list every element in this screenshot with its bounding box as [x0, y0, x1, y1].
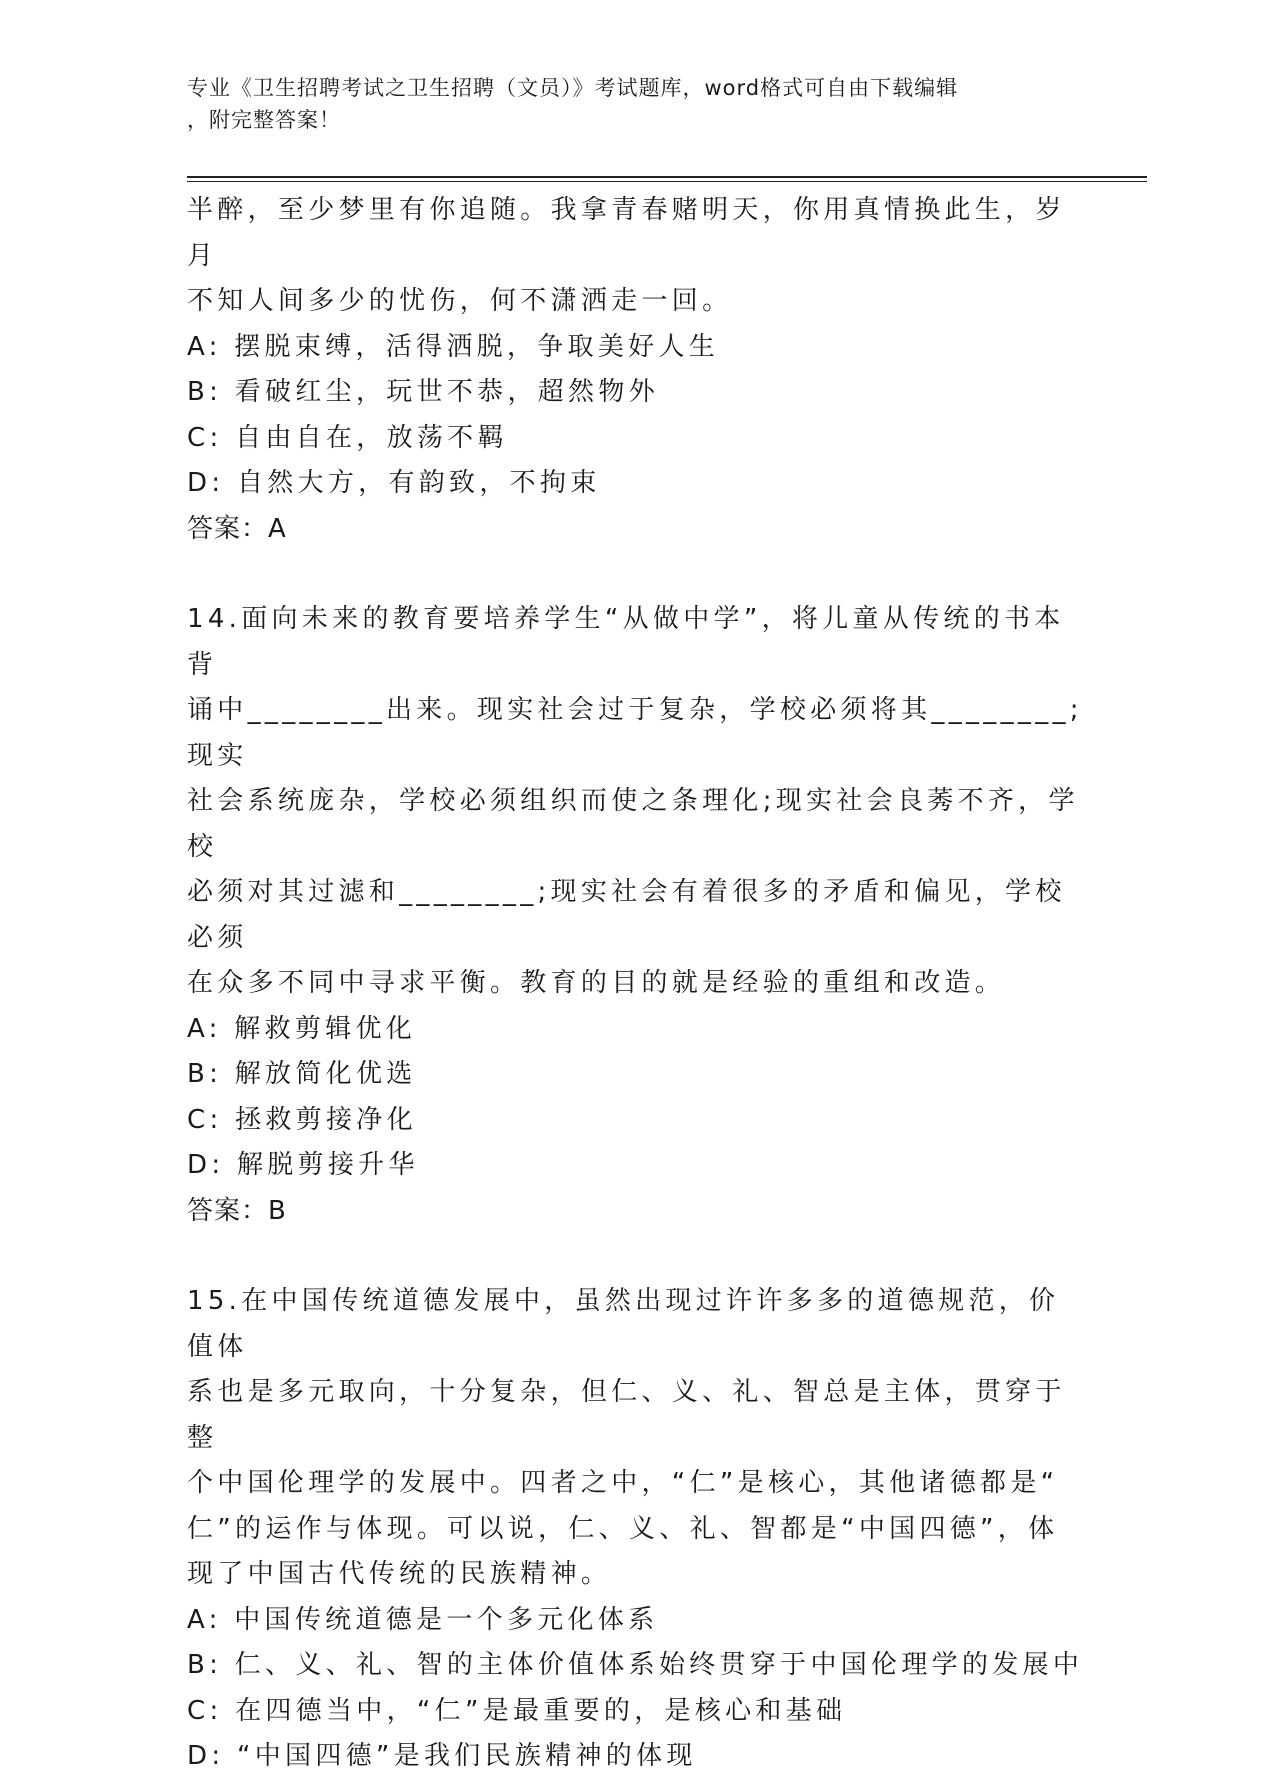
question-text-line: 在众多不同中寻求平衡。教育的目的就是经验的重组和改造。 [187, 968, 1006, 998]
question-text-line: 半醉，至少梦里有你追随。我拿青春赌明天，你用真情换此生，岁月 [187, 195, 1066, 271]
header-divider [187, 176, 1147, 182]
option-a: A: 中国传统道德是一个多元化体系 [187, 1604, 659, 1635]
spacer [187, 1234, 1087, 1279]
page-content [187, 188, 1087, 1780]
option-c: C: 自由自在，放荡不羁 [187, 422, 508, 453]
question-text-line: 14.面向未来的教育要培养学生“从做中学”，将儿童从传统的书本背 [187, 604, 1065, 680]
option-b: B: 看破红尘，玩世不恭，超然物外 [187, 377, 659, 407]
answer-13: 答案：A [187, 513, 287, 544]
answer-14: 答案：B [187, 1195, 287, 1226]
spacer [187, 552, 1087, 597]
question-text-line: 系也是多元取向，十分复杂，但仁、义、礼、智总是主体，贯穿于整 [187, 1377, 1066, 1453]
question-15 [187, 1279, 1087, 1780]
option-d: D: 自然大方，有韵致，不拘束 [187, 468, 601, 498]
question-text-line: 15.在中国传统道德发展中，虽然出现过许许多多的道德规范，价值体 [187, 1286, 1060, 1362]
question-text-line: 社会系统庞杂，学校必须组织而使之条理化;现实社会良莠不齐，学校 [187, 786, 1079, 862]
option-d: D: “中国四德”是我们民族精神的体现 [187, 1741, 697, 1771]
option-a: A: 摆脱束缚，活得洒脱，争取美好人生 [187, 331, 720, 362]
question-text-line: 仁”的运作与体现。可以说，仁、义、礼、智都是“中国四德”，体 [187, 1513, 1059, 1544]
option-b: B: 仁、义、礼、智的主体价值体系始终贯穿于中国伦理学的发展中 [187, 1650, 1084, 1680]
option-c: C: 在四德当中，“仁”是最重要的，是核心和基础 [187, 1695, 847, 1726]
question-13-continuation [187, 188, 1087, 552]
question-text-line: 必须对其过滤和________;现实社会有着很多的矛盾和偏见，学校必须 [187, 877, 1066, 953]
question-text-line: 个中国伦理学的发展中。四者之中，“仁”是核心，其他诸德都是“ [187, 1468, 1059, 1498]
option-c: C: 拯救剪接净化 [187, 1104, 417, 1135]
question-text-line: 不知人间多少的忧伤，何不潇洒走一回。 [187, 286, 733, 316]
page-header [187, 72, 1067, 136]
option-d: D: 解脱剪接升华 [187, 1150, 419, 1180]
option-a: A: 解救剪辑优化 [187, 1013, 417, 1044]
question-text-line: 现了中国古代传统的民族精神。 [187, 1559, 612, 1589]
header-line-1: 专业《卫生招聘考试之卫生招聘（文员）》考试题库，word格式可自由下载编辑 [187, 76, 959, 100]
header-line-2: ，附完整答案！ [187, 108, 341, 132]
option-b: B: 解放简化优选 [187, 1059, 417, 1089]
question-text-line: 诵中________出来。现实社会过于复杂，学校必须将其________;现实 [187, 695, 1083, 771]
question-14 [187, 597, 1087, 1234]
